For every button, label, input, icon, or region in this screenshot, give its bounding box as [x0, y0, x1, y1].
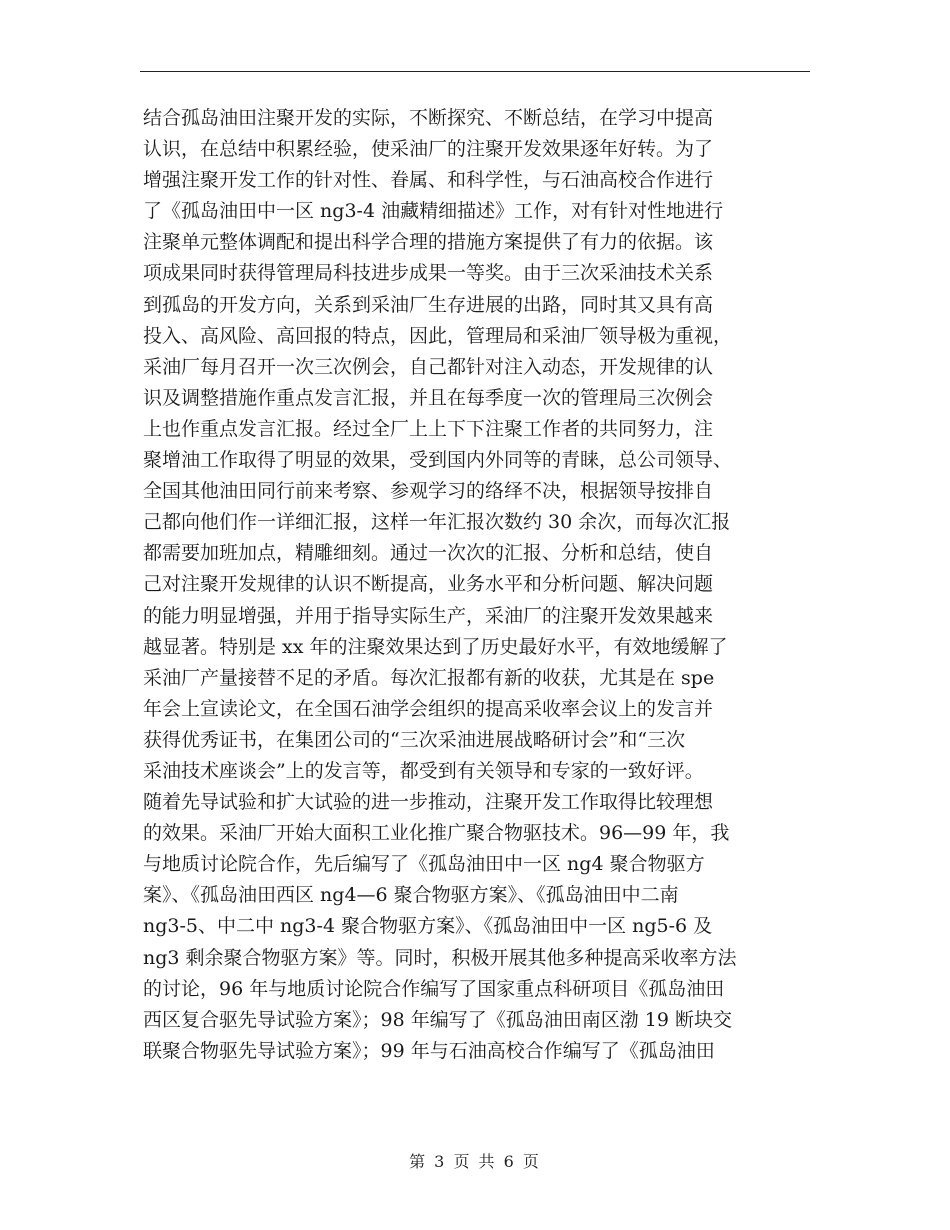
text-line: 与地质讨论院合作，先后编写了《孤岛油田中一区 ng4 聚合物驱方 [143, 853, 705, 876]
text-line: 己对注聚开发规律的认识不断提高，业务水平和分析问题、解决问题 [143, 573, 714, 596]
text-line: 了《孤岛油田中一区 ng3-4 油藏精细描述》工作，对有针对性地进行 [143, 200, 724, 223]
text-line: 认识，在总结中积累经验，使采油厂的注聚开发效果逐年好转。为了 [143, 138, 714, 161]
text-line: 随着先导试验和扩大试验的进一步推动，注聚开发工作取得比较理想 [143, 791, 714, 814]
text-line: 识及调整措施作重点发言汇报，并且在每季度一次的管理局三次例会 [143, 386, 714, 409]
text-line: 全国其他油田同行前来考察、参观学习的络绎不决，根据领导按排自 [143, 480, 714, 503]
text-line: 增强注聚开发工作的针对性、眷属、和科学性，与石油高校合作进行 [143, 169, 714, 192]
text-line: 聚增油工作取得了明显的效果，受到国内外同等的青睐，总公司领导、 [143, 449, 733, 472]
text-line: 注聚单元整体调配和提出科学合理的措施方案提供了有力的依据。该 [143, 231, 714, 254]
text-line: ng3-5、中二中 ng3-4 聚合物驱方案》、《孤岛油田中一区 ng5-6 及 [143, 915, 713, 938]
text-line: 都需要加班加点，精雕细刻。通过一次次的汇报、分析和总结，使自 [143, 542, 714, 565]
text-line: 的讨论，96 年与地质讨论院合作编写了国家重点科研项目《孤岛油田 [143, 977, 725, 1000]
text-line: 项成果同时获得管理局科技进步成果一等奖。由于三次采油技术关系 [143, 262, 714, 285]
text-line: 的能力明显增强，并用于指导实际生产，采油厂的注聚开发效果越来 [143, 604, 714, 627]
text-line: 上也作重点发言汇报。经过全厂上上下下注聚工作者的共同努力，注 [143, 417, 714, 440]
body-text [143, 103, 810, 1067]
text-line: 的效果。采油厂开始大面积工业化推广聚合物驱技术。96—99 年，我 [143, 822, 730, 845]
text-line: 案》、《孤岛油田西区 ng4—6 聚合物驱方案》、《孤岛油田中二南 [143, 884, 679, 907]
text-line: 采油技术座谈会”上的发言等，都受到有关领导和专家的一致好评。 [143, 759, 704, 782]
text-line: 采油厂每月召开一次三次例会，自己都针对注入动态，开发规律的认 [143, 355, 714, 378]
text-line: 西区复合驱先导试验方案》；98 年编写了《孤岛油田南区渤 19 断块交 [143, 1008, 732, 1031]
text-line: 己都向他们作一详细汇报，这样一年汇报次数约 30 余次，而每次汇报 [143, 511, 731, 534]
page-footer: 第 3 页 共 6 页 [409, 1152, 541, 1171]
header-rule [140, 71, 810, 72]
text-line: 采油厂产量接替不足的矛盾。每次汇报都有新的收获，尤其是在 spe [143, 666, 715, 689]
text-line: 越显著。特别是 xx 年的注聚效果达到了历史最好水平，有效地缓解了 [143, 635, 728, 658]
text-line: 投入、高风险、高回报的特点，因此，管理局和采油厂领导极为重视， [143, 324, 733, 347]
text-line: 获得优秀证书，在集团公司的“三次采油进展战略研讨会”和“三次 [143, 728, 686, 751]
text-line: 年会上宣读论文，在全国石油学会组织的提高采收率会议上的发言并 [143, 697, 714, 720]
text-line: 联聚合物驱先导试验方案》；99 年与石油高校合作编写了《孤岛油田 [143, 1039, 715, 1062]
text-line: ng3 剩余聚合物驱方案》等。同时，积极开展其他多种提高采收率方法 [143, 946, 737, 969]
text-line: 结合孤岛油田注聚开发的实际，不断探究、不断总结，在学习中提高 [143, 107, 714, 129]
text-line: 到孤岛的开发方向，关系到采油厂生存进展的出路，同时其又具有高 [143, 293, 714, 316]
